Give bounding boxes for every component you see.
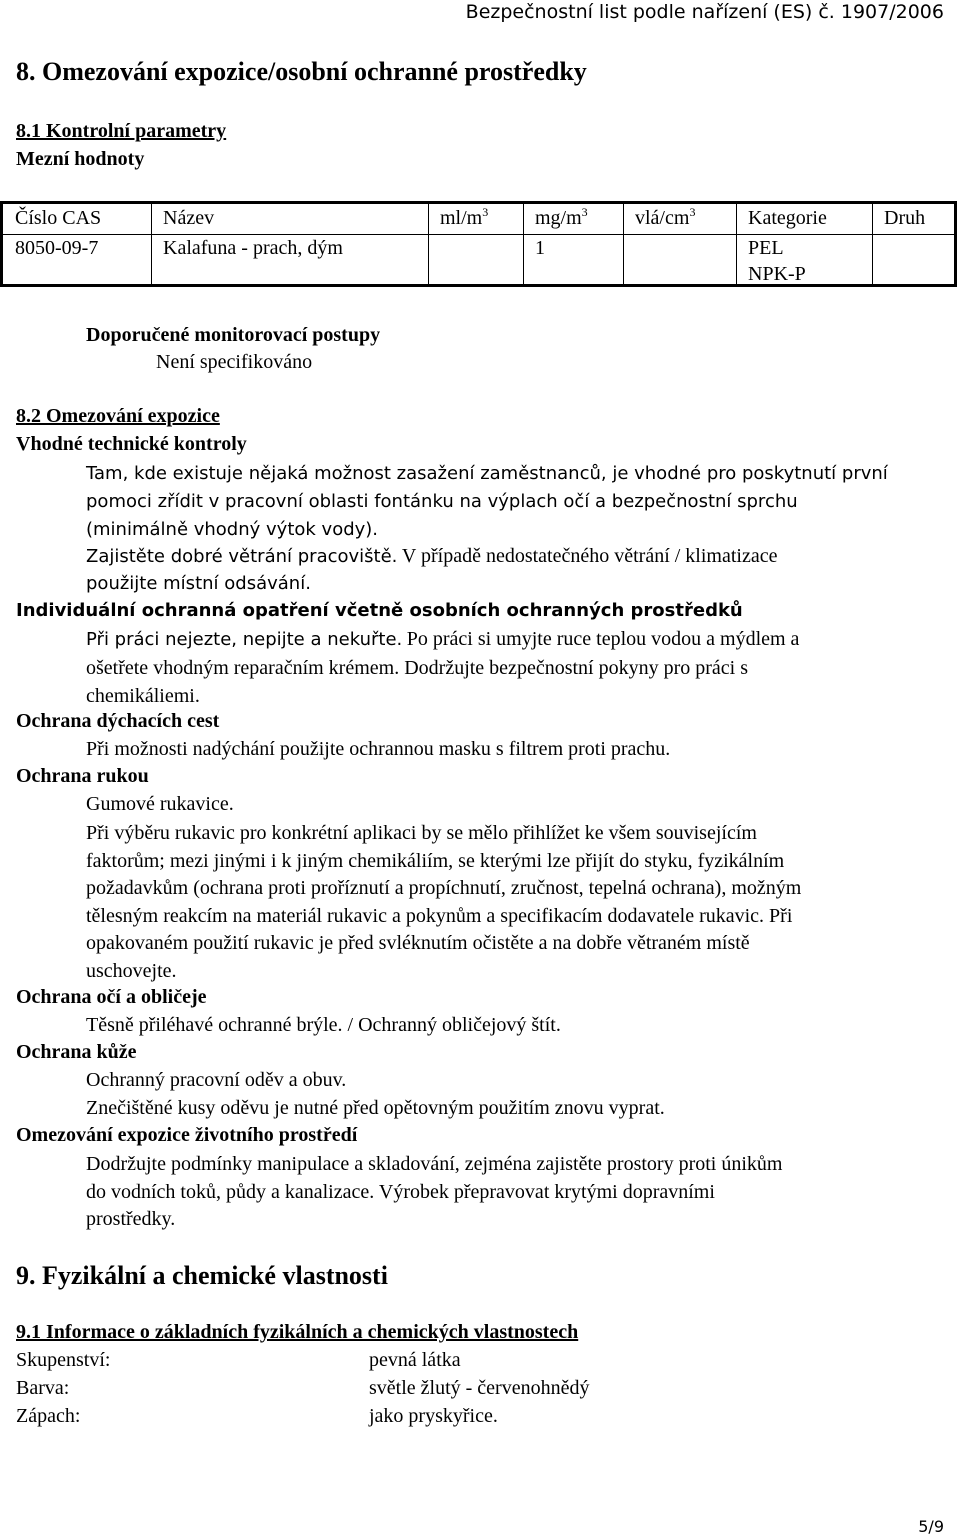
technical-controls-heading: Vhodné technické kontroly: [16, 433, 247, 455]
limits-heading: Mezní hodnoty: [16, 148, 145, 170]
text-line: do vodních toků, půdy a kanalizace. Výrobek přepravovat krytými dopravními: [86, 1180, 715, 1203]
table-header-category: Kategorie: [748, 207, 827, 229]
table-column-divider: [736, 204, 737, 284]
section-9-title: 9. Fyzikální a chemické vlastnosti: [16, 1261, 388, 1290]
ventilation-line: Zajistěte dobré větrání pracoviště. V případě nedostatečného větrání / klimatizace: [86, 545, 778, 567]
text-line: tělesným reakcím na materiál rukavic a pokynům a specifikacím dodavatele rukavic. Při: [86, 904, 793, 927]
individual-measures-text: [86, 655, 956, 710]
document-header: Bezpečnostní list podle nařízení (ES) č. 1907/2006: [465, 1, 944, 23]
text-line: Dodržujte podmínky manipulace a skladování, zejména zajistěte prostory proti únikům: [86, 1153, 783, 1175]
text-line: Při výběru rukavic pro konkrétní aplikaci by se mělo přihlížet ke všem souvisejícím: [86, 822, 757, 844]
table-cell-category-npk: NPK-P: [748, 263, 806, 285]
skin-protection-text-1: Ochranný pracovní oděv a obuv.: [86, 1069, 347, 1091]
property-value-color: světle žlutý - červenohnědý: [369, 1377, 590, 1399]
limits-table: [0, 201, 957, 287]
text-line: chemikáliemi.: [86, 684, 200, 707]
eye-protection-heading: Ochrana očí a obličeje: [16, 986, 207, 1008]
table-header-ml: $ml/m^3$: [440, 205, 489, 229]
property-value-odor: jako pryskyřice.: [369, 1405, 498, 1427]
monitoring-text: Není specifikováno: [156, 351, 313, 373]
property-label-odor: Zápach:: [16, 1405, 81, 1427]
technical-controls-text: [86, 460, 956, 544]
environmental-exposure-text: [86, 1151, 956, 1234]
text-line: požadavkům (ochrana proti proříznutí a propíchnutí, zručnost, tepelná ochrana), možným: [86, 877, 802, 899]
text-line: uschovejte.: [86, 959, 177, 982]
text-line: pomoci zřídit v pracovní oblasti fontánku na výplach očí a bezpečnostní sprchu: [86, 491, 798, 512]
respiratory-protection-text: Při možnosti nadýchání použijte ochrannou masku s filtrem proti prachu.: [86, 738, 671, 760]
respiratory-protection-heading: Ochrana dýchacích cest: [16, 710, 220, 732]
table-header-name: Název: [163, 207, 215, 229]
table-header-cas: Číslo CAS: [15, 207, 102, 229]
table-column-divider: [428, 204, 429, 284]
table-cell-category-pel: PEL: [748, 237, 784, 259]
property-label-color: Barva:: [16, 1377, 70, 1399]
individual-measures-heading: Individuální ochranná opatření včetně osobních ochranných prostředků: [16, 600, 743, 621]
table-row-divider: [3, 234, 954, 235]
table-column-divider: [872, 204, 873, 284]
eye-protection-text: Těsně přiléhavé ochranné brýle. / Ochranný obličejový štít.: [86, 1014, 561, 1036]
table-column-divider: [523, 204, 524, 284]
skin-protection-text-2: Znečištěné kusy oděvu je nutné před opětovným použitím znovu vyprat.: [86, 1097, 665, 1119]
text-line: (minimálně vhodný výtok vody).: [86, 519, 379, 540]
table-cell-cas: 8050-09-7: [15, 237, 99, 259]
monitoring-heading: Doporučené monitorovací postupy: [86, 324, 381, 346]
text-line: Tam, kde existuje nějaká možnost zasažení zaměstnanců, je vhodné pro poskytnutí první: [86, 463, 888, 484]
section-8-title: 8. Omezování expozice/osobní ochranné prostředky: [16, 57, 587, 86]
text-line: prostředky.: [86, 1208, 176, 1230]
property-label-state: Skupenství:: [16, 1349, 111, 1371]
table-column-divider: [151, 204, 152, 284]
hand-protection-text: Gumové rukavice.: [86, 793, 234, 815]
table-header-mg: $mg/m^3$: [535, 205, 588, 229]
table-cell-mg: 1: [535, 237, 545, 259]
subsection-8-2-title: 8.2 Omezování expozice: [16, 405, 220, 427]
property-value-state: pevná látka: [369, 1349, 461, 1371]
page-number: 5/9: [918, 1517, 944, 1536]
hand-protection-details: [86, 820, 956, 985]
text-line: faktorům; mezi jinými i k jiným chemikáliím, se kterými lze přijít do styku, fyzikálním: [86, 849, 785, 872]
table-cell-name: Kalafuna - prach, dým: [163, 237, 343, 259]
table-header-vla: vlá/$cm^3$: [635, 205, 696, 229]
individual-measures-line-1: Při práci nejezte, nepijte a nekuřte. Po práci si umyjte ruce teplou vodou a mýdlem a: [86, 628, 800, 650]
table-column-divider: [623, 204, 624, 284]
text-line: opakovaném použití rukavic je před svléknutím očistěte a na dobře větraném místě: [86, 932, 750, 954]
subsection-9-1-title: 9.1 Informace o základních fyzikálních a chemických vlastnostech: [16, 1321, 579, 1343]
subsection-8-1-title: 8.1 Kontrolní parametry: [16, 120, 227, 142]
hand-protection-heading: Ochrana rukou: [16, 765, 149, 787]
skin-protection-heading: Ochrana kůže: [16, 1041, 137, 1063]
table-header-type: Druh: [884, 207, 926, 229]
environmental-exposure-heading: Omezování expozice životního prostředí: [16, 1124, 358, 1146]
text-line: ošetřete vhodným reparačním krémem. Dodržujte bezpečnostní pokyny pro práci s: [86, 657, 749, 679]
ventilation-line-2: použijte místní odsávání.: [86, 573, 311, 594]
